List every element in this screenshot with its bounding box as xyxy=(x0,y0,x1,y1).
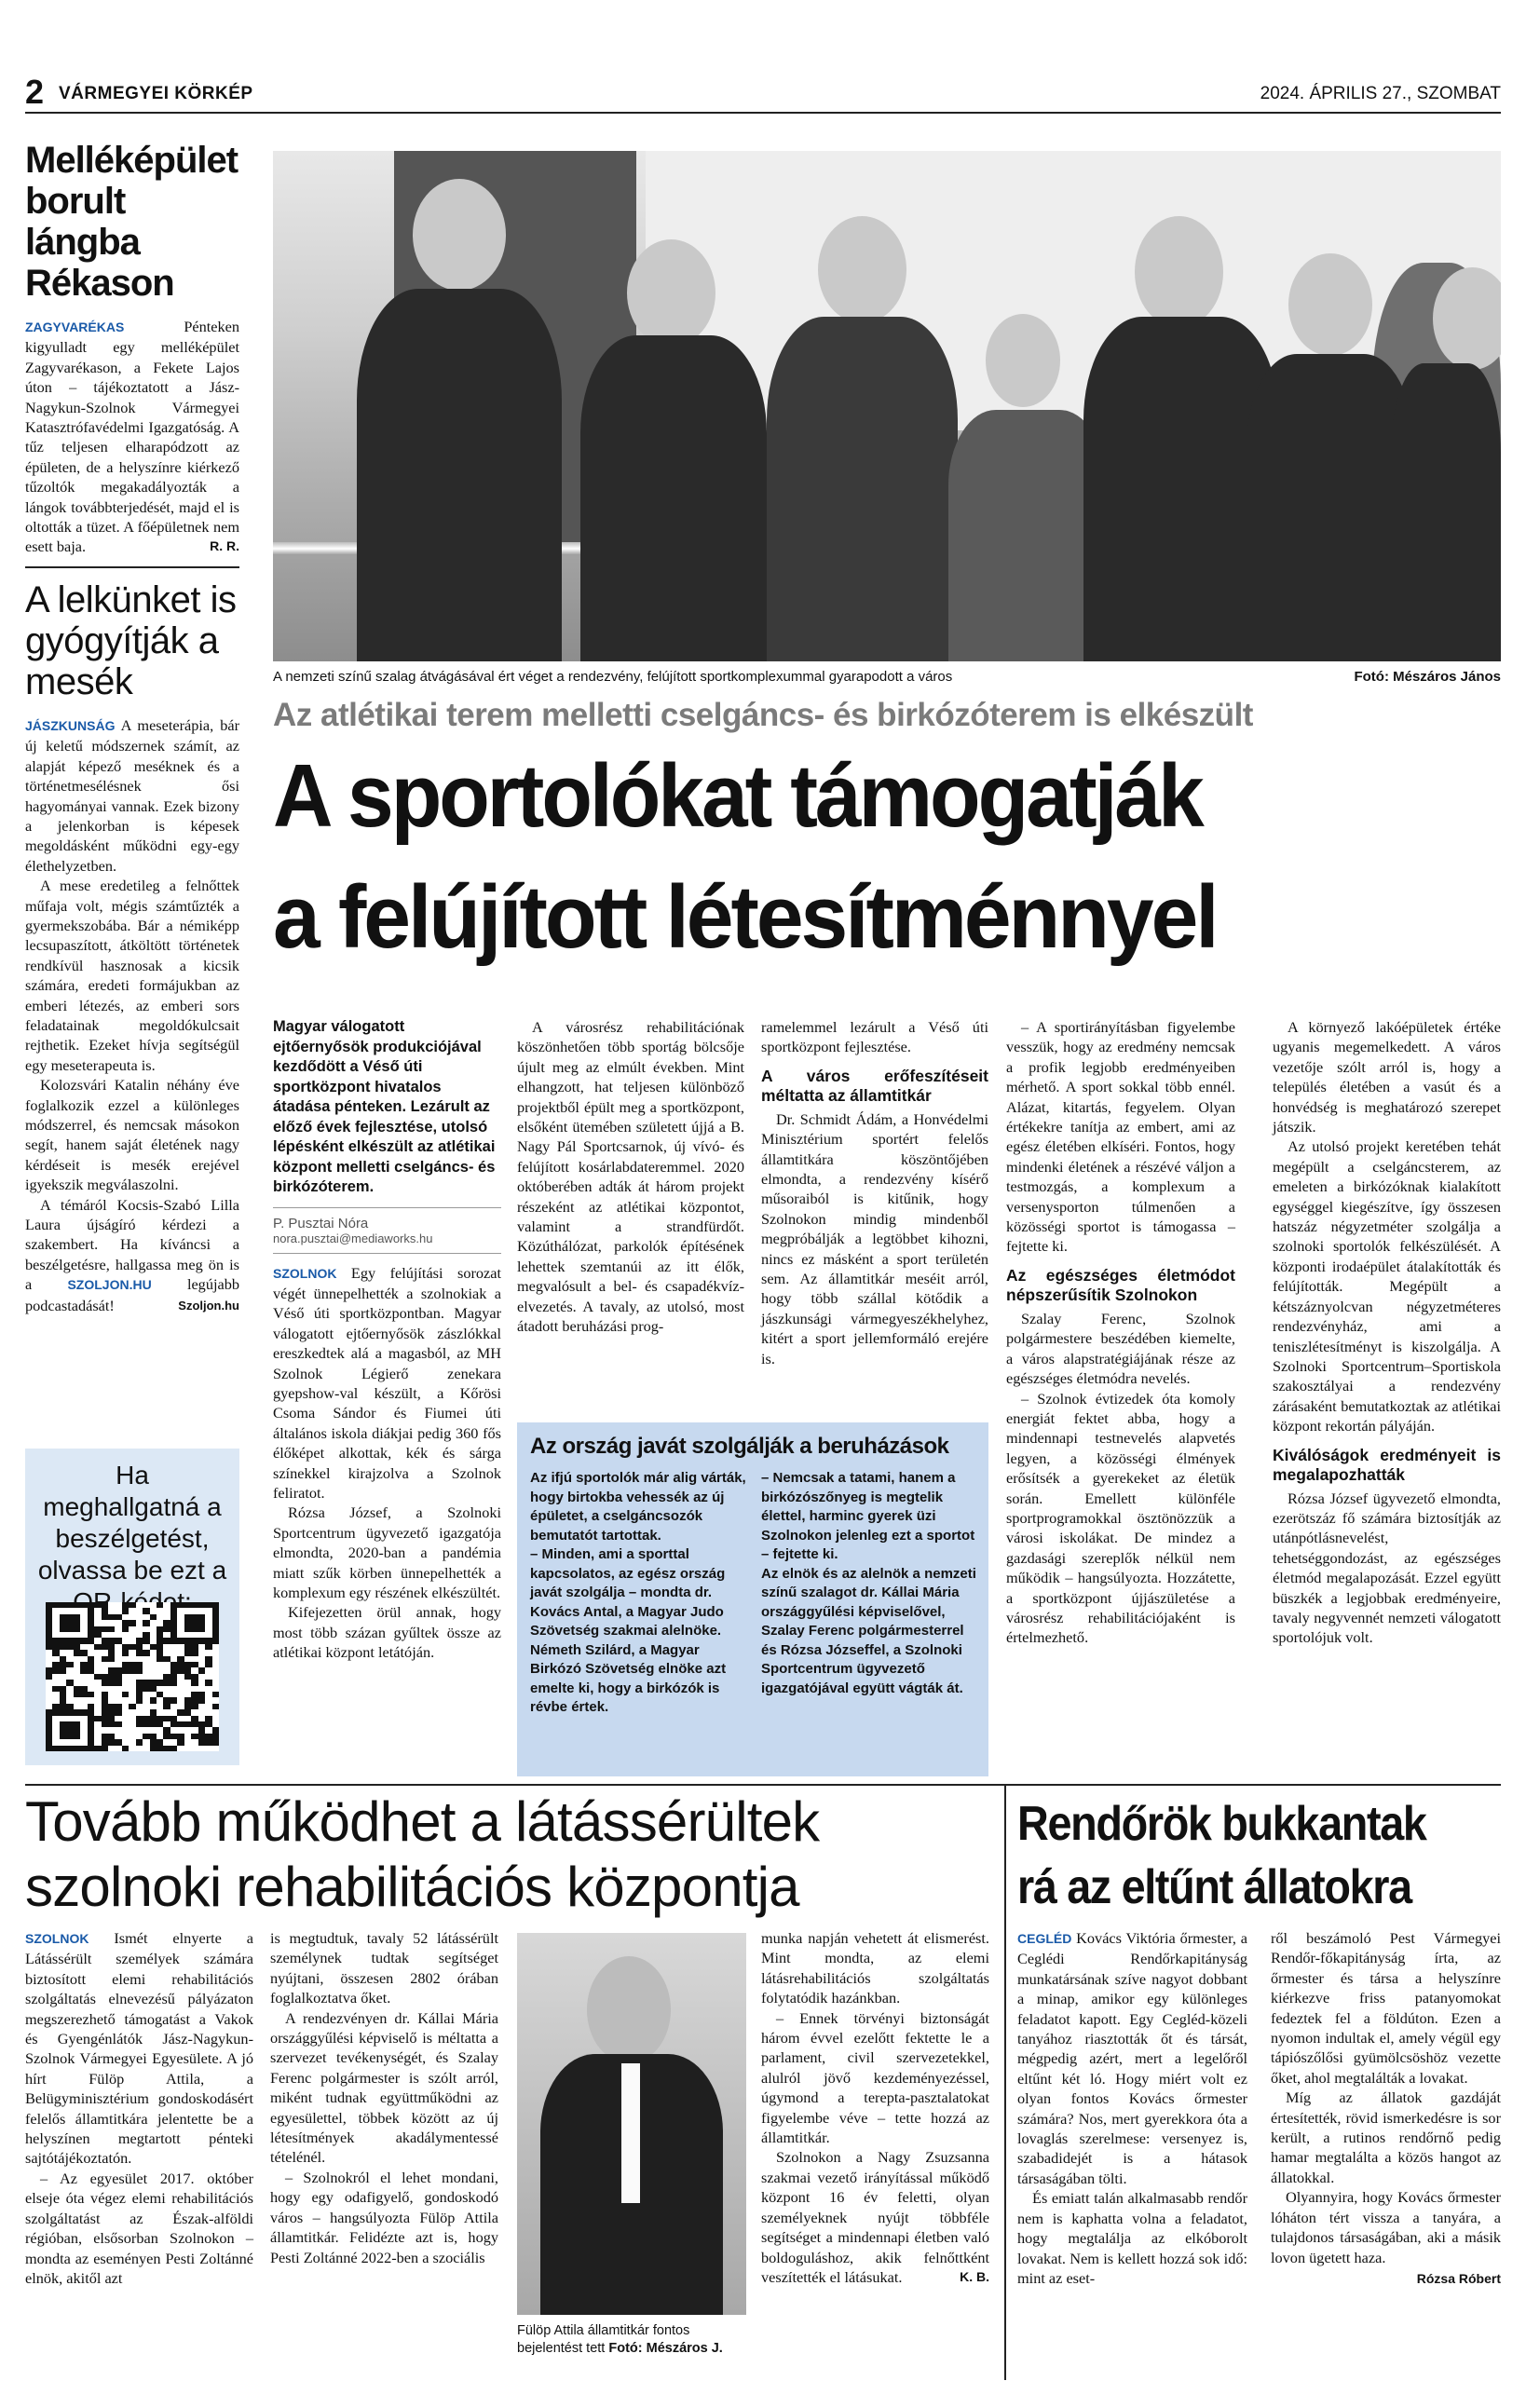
story-body: ZAGYVARÉKAS Pénteken kigyulladt egy melléképület Zagyvarékason, a Fekete Lajos úton – tájékoztatott a Jász-Nagykun-Szolnok Vármegyei Katasztrófavédelmi Igazgatóság. A tűz teljesen elharapódzott az épületen, de a helyszínre kiérkező tűzoltók megakadályozták a lángok továbbterjedését, majd el is oltották a tüzet. A főépületnek nem esett baja. R. R. xyxy=(25,318,239,556)
story-title: A lelkünket is gyógyítják a mesék xyxy=(25,578,237,702)
photo-credit: Fotó: Mészáros János xyxy=(1354,669,1501,685)
signature: R. R. xyxy=(210,538,239,554)
info-box-title: Az ország javát szolgálják a beruházások xyxy=(530,1434,949,1459)
website-link[interactable]: SZOLJON.HU xyxy=(67,1277,152,1293)
overline: Az atlétikai terem melletti cselgáncs- és birkózóterem is elkészült xyxy=(273,697,1253,733)
story-headline-line-2: szolnoki rehabilitációs központja xyxy=(25,1856,799,1918)
portrait-photo xyxy=(517,1933,746,2315)
main-col-5: A környező lakóépületek értéke ugyanis megemelkedett. A város vezetője szólt arról is, hogy a település életében a vasút és a honvédség is meghatározó szerepet játszik. Az utolsó projekt keretében tehát megépült a cselgáncsterem, az emeleten a birkózóknak kialakított egységgel kiegészítve, így összesen hatszáz négyzetméter szolgálja a szolnoki sportolók felkészülését. A központi irodaépület átalakították és felújították. Megépült a kétszáznyolcvan négyzetméteres rendezvényház, ami a teniszlétesítményt is kiszolgálja. A Szolnoki Sportcentrum–Sportiskola szakosztályai a rendezvény zárásaként bemutatkoztak az atlétikai központ rekortán pályáján. Kiválóságok eredményeit is megalapozhatták Rózsa József ügyvezető elmondta, ezerötszáz fő számára biztosítják az utánpótlásnevelést, tehetséggondozást, az egészséges életmód megalapozását. Ezzel együtt büszkék a legjobbak eredményeire, tavaly negyvennét nemzeti válogatott sportolójuk volt. xyxy=(1273,1018,1501,1647)
qr-box-text: Ha meghallgatná a beszélgetést, olvassa be ezt a xyxy=(37,1461,227,1585)
signature: K. B. xyxy=(960,2268,989,2284)
lead: Magyar válogatott ejtőernyősök produkciójával kezdődött a Véső úti sportközpont hivatalos átadása pénteken. Lezárult az előző évek fejlesztése, utolsó lépésként elkészült az atlétikai központ melletti cselgáncs- és birkózóterem. xyxy=(273,1018,496,1195)
main-col-2: A városrész rehabilitációnak köszönhetően több sportág bölcsője újult meg az elmúlt években. Mint elhangzott, hat teljesen különböző projektből épült meg a sportközpont, elsőként ütemében született újjá a B. Nagy Pál Sportcsarnok, új vívó- és felújított kosárlabdateremmel. 2020 októberében adták át három projekt részeként az atlétikai központot, valamint a strandfürdőt. Közúthálózat, parkolók építésének lehettek szemtanúi az itt élők, megvalósult a bel- és csapadékvíz-elvezetés. A tavaly, az utolsó, most átadott beruházási prog- xyxy=(517,1018,744,1336)
signature: Szoljon.hu xyxy=(178,1298,239,1313)
headline-line-1: A sportolókat támogatják xyxy=(273,746,1202,846)
left-column xyxy=(25,140,239,1315)
signature: Rózsa Róbert xyxy=(1416,2270,1501,2286)
story-kicker: JÁSZKUNSÁG xyxy=(25,717,116,733)
story-title: Melléképület borult lángba Rékason xyxy=(25,140,238,304)
bottom-left-col-4: munka napján vehetett át elismerést. Mint mondta, az elemi látásrehabilitációs szolgáltatás folytatódik hazánkban. – Ennek törvényi biztonságát három évvel ezelőtt fektette le a parlament, civil szervezetekkel, alulról jövő kezdeményezéssel, úgymond a terepta-pasztalatokat figyelembe véve – tette hozzá az államtitkár. Szolnokon a Nagy Zsuzsanna szakmai vezető irányítással működő központ 16 év feletti, olyan személyeknek nyújt többféle segítséget a mindennapi életben való boldoguláshoz, akik felnőttként veszítették el látásukat. K. B. xyxy=(761,1929,989,2286)
story-kicker: SZOLNOK xyxy=(25,1931,89,1946)
info-box xyxy=(517,1422,988,1776)
bottom-column-rule xyxy=(1004,1784,1006,2380)
story-kicker: CEGLÉD xyxy=(1017,1931,1072,1946)
page-number: 2 xyxy=(25,73,45,111)
ceremony-photo xyxy=(273,151,1501,661)
bottom-left-col-1: SZOLNOK Ismét elnyerte a Látássérült személyek számára biztosított elemi rehabilitációs szolgáltatás elnevezésű pályázaton megszerezhető támogatást a Vakok és Gyengénlátók Jász-Nagykun-Szolnok Vármegyei Egyesülete. A jó hírt Fülöp Attila, a Belügyminisztérium gondoskodásért felelős államtitkára jelentette be a helyszínen megtartott pénteki sajtótájékoztatón. – Az egyesület 2017. október elseje óta végez elemi rehabilitációs szolgáltatást az Észak-alföldi régióban, elsősorban Szolnokon – mondta az eseményen Pesti Zoltánné elnök, akitől azt xyxy=(25,1929,253,2287)
info-box-right: – Nemcsak a tatami, hanem a birkózószőnyeg is megtelik élettel, harminc gyerek üzi Szolnokon jelenleg ezt a sportot – fejtette ki. Az elnök és az alelnök a nemzeti színű szalagot dr. Kállai Mária országgyűlési képviselővel, Szalay Ferenc polgármesterrel és Rózsa Józseffel, a Szolnoki Sportcentrum ügyvezető igazgatójával együtt vágták át. xyxy=(761,1470,976,1696)
qr-code[interactable] xyxy=(46,1602,219,1751)
headline-line-2: a felújított létesítménnyel xyxy=(273,867,1217,967)
divider xyxy=(25,566,239,568)
subheading: Kiválóságok eredményeit is megalapozhatták xyxy=(1273,1445,1501,1484)
qr-box xyxy=(25,1449,239,1765)
story-headline-line-1: Rendőrök bukkantak xyxy=(1017,1797,1426,1851)
portrait-caption: Fülöp Attila államtitkár fontos bejelentést tett Fotó: Mészáros J. xyxy=(517,2323,723,2356)
subheading: A város erőfeszítéseit méltatta az államtitkár xyxy=(761,1066,988,1105)
header-rule xyxy=(25,112,1501,114)
main-col-3: ramelemmel lezárult a Véső úti sportközpont fejlesztése. A város erőfeszítéseit méltatta az államtitkár Dr. Schmidt Ádám, a Honvédelmi Minisztérium sportért felelős államtitkára köszöntőjében elmondta, a rendezvény kísérő műsoraiból is kitűnik, hogy Szolnokon mindig mindenből megpróbálják a legtöbbet kihozni, nincs ez másként a sport területén sem. Az államtitkár meséit arról, hogy több szállal kötődik a jászkunsági vármegyeszékhelyhez, kitért a sport jellemformáló erejére is. xyxy=(761,1018,988,1367)
info-box-left: Az ifjú sportolók már alig várták, hogy birtokba vehessék az új épületet, a cselgáncsozók bemutatót tartottak. – Minden, ami a sporttal kapcsolatos, az egész ország javát szolgálja – mondta dr. Kovács Antal, a Magyar Judo Szövetség szakmai alelnöke. Németh Szilárd, a Magyar Birkózó Szövetség elnöke azt emelte ki, hogy a birkózók is révbe értek. xyxy=(530,1470,746,1715)
issue-date: 2024. ÁPRILIS 27., SZOMBAT xyxy=(1260,84,1501,103)
story-headline-line-1: Tovább működhet a látássérültek xyxy=(25,1790,820,1853)
lead-column: Magyar válogatott ejtőernyősök produkciójával kezdődött a Véső úti sportközpont hivatalos átadása pénteken. Lezárult az előző évek fejlesztése, utolsó lépésként elkészült az atlétikai központ melletti cselgáncs- és birkózóterem. P. Pusztai Nóra nora.pusztai@mediaworks.hu SZOLNOK Egy felújítási sorozat végét ünnepelhették a szolnokiak a Véső úti sportközpontban. Magyar válogatott ejtőernyősök zászlókkal ereszkedtek alá a magasból, az MH Szolnok Légierő zenekara gyepshow-val készült, a Kőrösi Csoma Sándor és Fiumei úti általános iskola diákjai pedig 360 fős élőképet alkottak, kék és sárga színekkel kirajzolva a Szolnok feliratot. Rózsa József, a Szolnoki Sportcentrum ügyvezető igazgatója elmondta, 2020-ban a pandémia miatt szűk körben ünnepelhették a komplexum egy részének elkészültét. Kifejezetten örül annak, hogy most több százan gyűltek össze az atlétikai központ letátóján. xyxy=(273,1018,501,1662)
photo-credit: Fotó: Mészáros J. xyxy=(608,2341,723,2356)
story-body: JÁSZKUNSÁG A meseterápia, bár új keletű módszernek számít, az alapját képező meséknek és a történetmesélésnek ősi hagyományai vannak. Ezek bizony a jelenkorban is képesek megoldásként működni egy-egy élethelyzetben. A mese eredetileg a felnőttek műfaja volt, mégis számtűzték a gyermekszobába. Bár a némiképp lecsupaszított, átköltött történetek rendkívül hasznosak a kicsik számára, eredeti formájukban az emberi létezés, az emberi sors feladatainak megoldókulcsait rejthetik. Ezeket hívja segítségül egy meseterapeuta is. Kolozsvári Katalin néhány éve foglalkozik ezzel a különleges módszerrel, és nemcsak másokon segít, hanem saját életének nagy kérdéseit is mesék erejével igyekszik megválaszolni. A témáról Kocsis-Szabó Lilla Laura újságíró kérdezi a szakembert. Ha kíváncsi a beszélgetésre, hallgassa meg ön is a SZOLJON.HU legújabb podcastadását! Szoljon.hu xyxy=(25,715,239,1314)
story-kicker: SZOLNOK xyxy=(273,1265,337,1281)
bottom-left-col-2: is megtudtuk, tavaly 52 látássérült személynek tudtak segítséget nyújtani, összesen 2802 órában foglalkoztatva őket. A rendezvényen dr. Kállai Mária országgyűlési képviselő is méltatta a szervezet tevékenységét, és Szalay Ferenc polgármester is szólt arról, miként tudnak együttműködni az egyesülettel, többek között az új létesítmények akadálymentessé tételénél. – Szolnokról el lehet mondani, hogy egy odafigyelő, gondoskodó város – hangsúlyozta Fülöp Attila államtitkár. Felidézte azt is, hogy Pesti Zoltánné 2022-ben a szociális xyxy=(270,1929,498,2266)
story-headline-line-2: rá az eltűnt állatokra xyxy=(1017,1860,1411,1914)
subheading: Az egészséges életmódot népszerűsítik Szolnokon xyxy=(1006,1265,1235,1304)
main-col-4: – A sportirányításban figyelembe vesszük, hogy az eredmény nemcsak a profik legjobb eredményeiben mérhető. A sport sokkal több ennél. Alázat, kitartás, fegyelem. Olyan értékekre tanítja az embert, ami az egész életében elkíséri. Fontos, hogy mindenki életének a részévé váljon a testmozgás, a komplexum a versenysporton túlmenően a közösségi sportot is támogassa – fejtette ki. Az egészséges életmódot népszerűsítik Szolnokon Szalay Ferenc, Szolnok polgármestere beszédében kiemelte, a város alapstratégiájának része az egészséges életmódra nevelés. – Szolnok évtizedek óta komoly energiát fektet abba, hogy a mindennapi testnevelés alapvetés legyen, a közösségi élmények erősítsék a gyerekeket az életük során. Emellett különféle sportprogramokkal ösztönözzük a városi iskolákat. De mindez a gazdasági szereplők nélkül nem működik – hangsúlyozta. Hozzátette, a sportközpont újjászületése a városrész rehabilitációjaként is értelmezhető. xyxy=(1006,1018,1235,1647)
author-email[interactable]: nora.pusztai@mediaworks.hu xyxy=(273,1231,433,1245)
section-name: VÁRMEGYEI KÖRKÉP xyxy=(59,84,253,103)
page-header xyxy=(25,73,1501,114)
bottom-section-rule xyxy=(25,1784,1501,1786)
bottom-right-col-2: ről beszámoló Pest Vármegyei Rendőr-főkapitányság írta, az őrmester és társa a helyszínre kiérkezve friss patanyomokat fedeztek fel a földúton. Ezen a nyomon indultak el, amely végül egy tápiószőlősi gyümölcsöshöz vezette őket, ahol megtalálták a lovakat. Míg az állatok gazdáját értesítették, rövid ismerkedésre is sor került, a rutinos rendőrnő pedig hamar megtalálta a közös hangot az állatokkal. Olyannyira, hogy Kovács őrmester lóháton tért vissza a tanyára, a tulajdonos társaságában, aki a másik lovon ügetett haza. Rózsa Róbert xyxy=(1271,1928,1501,2289)
bottom-right-col-1: CEGLÉD Kovács Viktória őrmester, a Ceglédi Rendőrkapitányság munkatársának szíve nagyot dobbant a minap, amikor egy különleges feladatot kapott. Egy Cegléd-közeli tanyához riasztották őt és társát, mégpedig azért, mert a legelőről eltűnt két ló. Hogy miért volt ez olyan fontos Kovács őrmester számára? Nos, mert gyerekkora óta a lovaglás szerelmese: versenyez is, szabadidejét is a hátasok társaságában tölti. És emiatt talán alkalmasabb rendőr nem is kaphatta volna a feladatot, hogy megtalálja az elkóborolt lovakat. Nem is kellett hozzá sok idő: mint az eset- xyxy=(1017,1929,1247,2287)
photo-caption: A nemzeti színű szalag átvágásával ért véget a rendezvény, felújított sportkomplexummal gyarapodott a város xyxy=(273,669,953,685)
author: P. Pusztai Nóra xyxy=(273,1215,369,1231)
story-kicker: ZAGYVARÉKAS xyxy=(25,320,125,334)
